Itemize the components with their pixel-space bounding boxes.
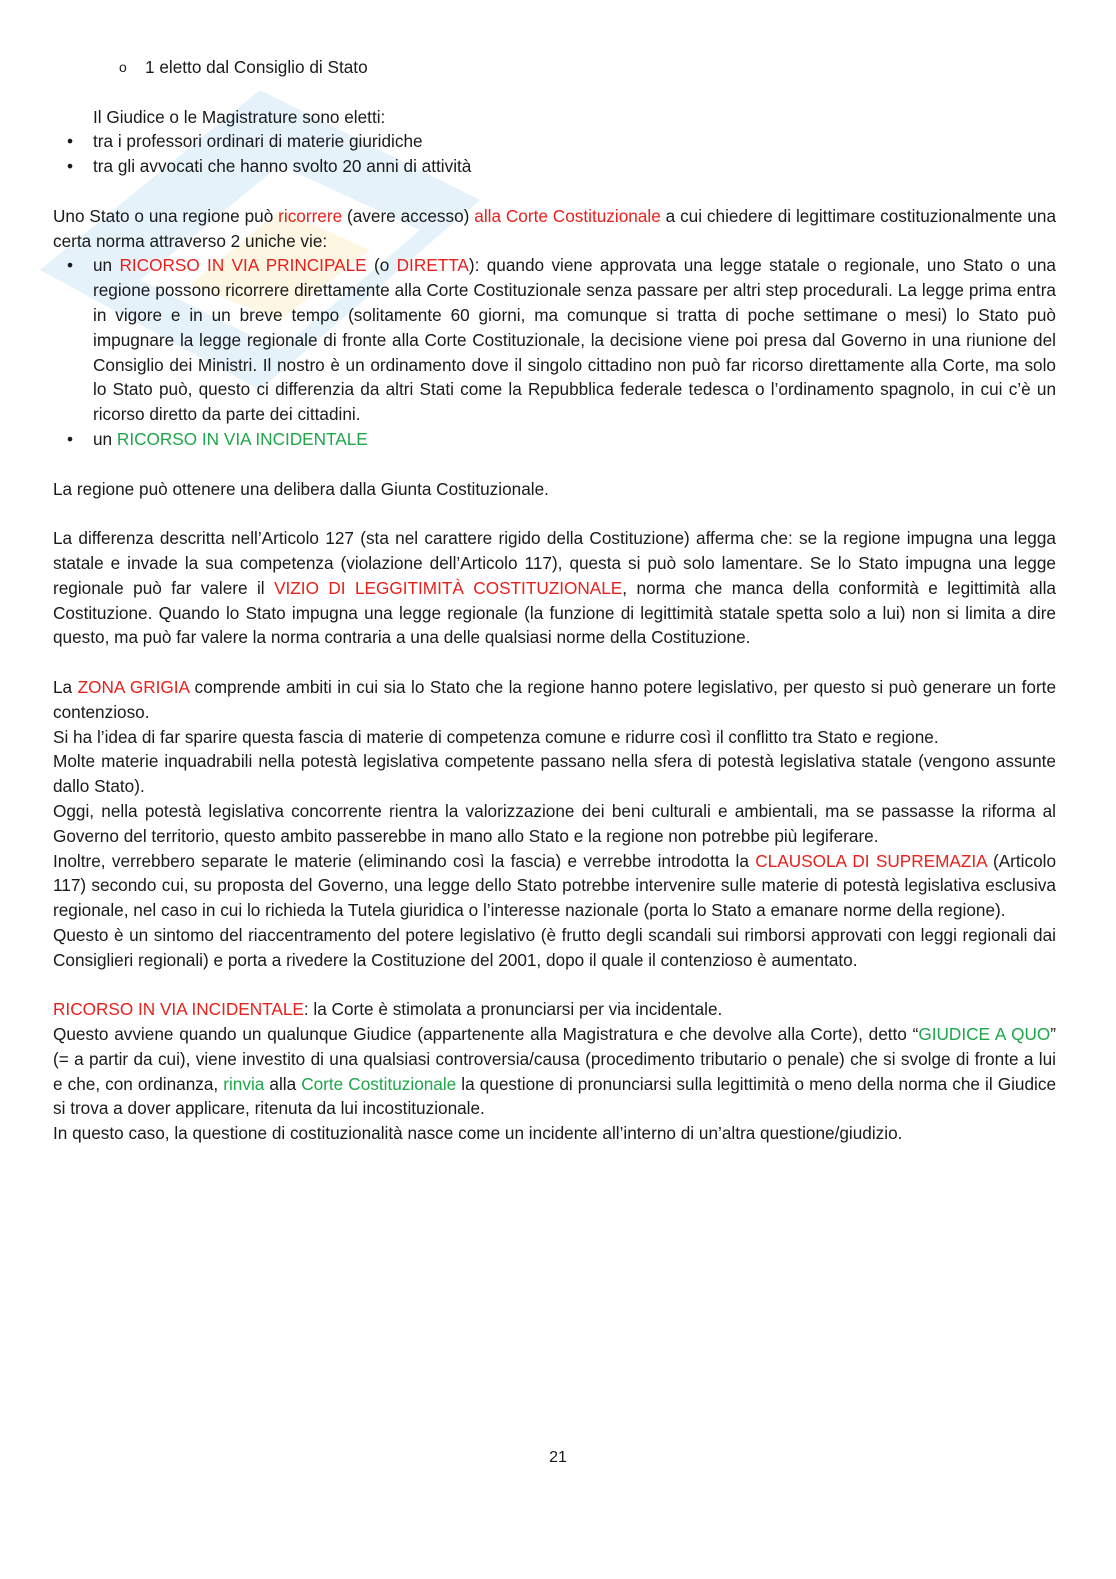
- paragraph-questione: In questo caso, la questione di costituzionalità nasce come un incidente all’interno di un’altra questione/giudizio.: [53, 1123, 903, 1144]
- paragraph-idea: Si ha l’idea di far sparire questa fascia di materie di competenza comune e ridurre così il conflitto tra Stato e regione.: [53, 726, 939, 747]
- bullet-icon: •: [67, 428, 74, 449]
- list-item: • tra i professori ordinari di materie giuridiche: [53, 129, 1056, 154]
- paragraph-molte-materie: Molte materie inquadrabili nella potestà legislativa competente passano nella sfera di potestà legislativa statale (vengono assunte dallo Stato).: [53, 751, 1056, 797]
- list-item: • tra gli avvocati che hanno svolto 20 anni di attività: [53, 154, 1056, 179]
- list-item-ricorso-principale: • un RICORSO IN VIA PRINCIPALE (o DIRETTA): quando viene approvata una legge statale o regionale, uno Stato o una regione possono ricorrere direttamente alla Corte Costituzionale senza passare per altri step procedurali. La legge prima entra in vigore e in un breve tempo (solitamente 60 giorni, ma comunque si tratta di poche settimane o mesi) lo Stato può impugnare la legge regionale di fronte alla Corte Costituzionale, la decisione viene poi presa dal Governo in una riunione del Consiglio dei Ministri. Il nostro è un ordinamento dove il singolo cittadino non può far ricorso direttamente alla Corte, ma solo lo Stato può, questo ci differenzia da altri Stati come la Repubblica federale tedesca o l’ordinamento spagnolo, in cui c’è un ricorso diretto da parte dei cittadini.: [67, 255, 1056, 425]
- bullet-icon: •: [67, 131, 74, 152]
- paragraph-ricorso-incidentale: RICORSO IN VIA INCIDENTALE: la Corte è stimolata a pronunciarsi per via incidentale.: [53, 999, 723, 1020]
- paragraph-articolo-127: La differenza descritta nell’Articolo 127 (sta nel carattere rigido della Costituzione) afferma che: se la regione impugna una legga statale e invade la sua competenza (violazione dell’Articolo 117), questa si può solo lamentare. Se lo Stato impugna una legge regionale può far valere il VIZIO DI LEGGITIMITÀ COSTITUZIONALE, norma che manca della conformità e legittimità alla Costituzione. Quando lo Stato impugna una legge regionale (la funzione di legittimità statale spetta solo a lui) non si limita a dire questo, ma può far valere la norma contraria a una delle qualsiasi norme della Costituzione.: [53, 528, 1056, 648]
- page-number: 21: [549, 1449, 567, 1466]
- paragraph-riaccentramento: Questo è un sintomo del riaccentramento del potere legislativo (è frutto degli scandali sui rimborsi approvati con leggi regionali dai Consiglieri regionali) e porta a rivedere la Costituzione del 2001, dopo il quale il contenzioso è aumentato.: [53, 924, 1056, 970]
- bullet-icon: •: [67, 156, 74, 177]
- sub-item-text: 1 eletto dal Consiglio di Stato: [145, 57, 368, 77]
- paragraph-clausola: Inoltre, verrebbero separate le materie (eliminando così la fascia) e verrebbe introdotta la CLAUSOLA DI SUPREMAZIA (Articolo 117) secondo cui, su proposta del Governo, una legge dello Stato potrebbe intervenire sulle materie di potestà legislativa esclusiva regionale, nel caso in cui lo richieda la Tutela giuridica o l’interesse nazionale (porta lo Stato a emanare norme della regione).: [53, 850, 1057, 921]
- circle-bullet-icon: o: [119, 59, 127, 75]
- document-body: [53, 55, 1056, 1146]
- paragraph-oggi: Oggi, nella potestà legislativa concorrente rientra la valorizzazione dei beni culturali e ambientali, ma se passasse la riforma al Governo del territorio, questo ambito passerebbe in mano allo Stato e la regione non potrebbe più legiferare.: [53, 800, 1056, 846]
- paragraph-ricorso-intro: Uno Stato o una regione può ricorrere (avere accesso) alla Corte Costituzionale a cui chiedere di legittimare costituzionalmente una certa norma attraverso 2 uniche vie:: [53, 205, 1057, 251]
- giudice-intro: Il Giudice o le Magistrature sono eletti:: [93, 106, 386, 127]
- paragraph-regione: La regione può ottenere una delibera dalla Giunta Costituzionale.: [53, 478, 549, 499]
- paragraph-zona-grigia: La ZONA GRIGIA comprende ambiti in cui sia lo Stato che la regione hanno potere legislativo, per questo si può generare un forte contenzioso.: [53, 676, 1057, 722]
- paragraph-giudice-a-quo: Questo avviene quando un qualunque Giudice (appartenente alla Magistratura e che devolve alla Corte), detto “GIUDICE A QUO” (= a partir da cui), viene investito di una qualsiasi controversia/causa (procedimento tributario o penale) che si svolge di fronte a lui e che, con ordinanza, rinvia alla Corte Costituzionale la questione di pronunciarsi sulla legittimità o meno della norma che il Giudice si trova a dover applicare, ritenuta da lui incostituzionale.: [53, 1024, 1057, 1119]
- sub-list-item: [53, 55, 1056, 80]
- bullet-icon: •: [67, 255, 74, 276]
- list-item-ricorso-incidentale: • un RICORSO IN VIA INCIDENTALE: [53, 427, 1056, 452]
